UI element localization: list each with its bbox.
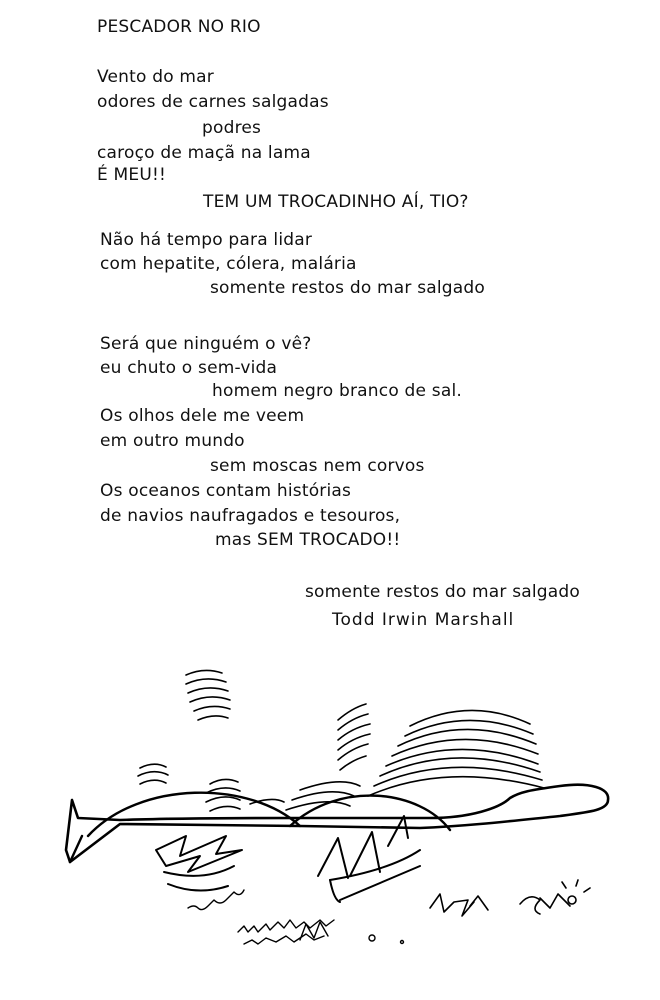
- poem-line: Os olhos dele me veem: [100, 406, 305, 426]
- boat-left: [156, 836, 242, 891]
- poem-line: de navios naufragados e tesouros,: [100, 506, 401, 526]
- poem-line: odores de carnes salgadas: [97, 92, 329, 112]
- artist-signature-right: [430, 880, 590, 916]
- poem-line: Vento do mar: [97, 67, 214, 87]
- poem-line: podres: [202, 118, 262, 138]
- page-title: PESCADOR NO RIO: [97, 17, 261, 37]
- poem-line: em outro mundo: [100, 431, 245, 451]
- poem-line: mas SEM TROCADO!!: [215, 530, 401, 550]
- poem-line: caroço de maçã na lama: [97, 143, 311, 163]
- poem-line: homem negro branco de sal.: [212, 381, 462, 401]
- wave-lines-upper-left: [186, 670, 230, 720]
- fish-shape: [66, 785, 608, 862]
- poem-line: É MEU!!: [97, 165, 167, 185]
- poem-line: sem moscas nem corvos: [210, 456, 425, 476]
- poem-line: eu chuto o sem-vida: [100, 358, 278, 378]
- wave-lines-small-left: [138, 764, 168, 784]
- wave-lines-large-right: [250, 710, 544, 810]
- artist-scribble-left: [188, 890, 404, 944]
- poem-line: TEM UM TROCADINHO AÍ, TIO?: [203, 192, 469, 212]
- poem-line: com hepatite, cólera, malária: [100, 254, 357, 274]
- ink-illustration: [0, 640, 660, 970]
- poem-line: somente restos do mar salgado: [210, 278, 486, 298]
- poem-line: Não há tempo para lidar: [100, 230, 313, 250]
- poem-line: Será que ninguém o vê?: [100, 334, 312, 354]
- wave-lines-middle: [338, 704, 370, 770]
- closing-line: somente restos do mar salgado: [305, 582, 581, 602]
- author-signature: Todd Irwin Marshall: [332, 610, 515, 630]
- poem-line: Os oceanos contam histórias: [100, 481, 352, 501]
